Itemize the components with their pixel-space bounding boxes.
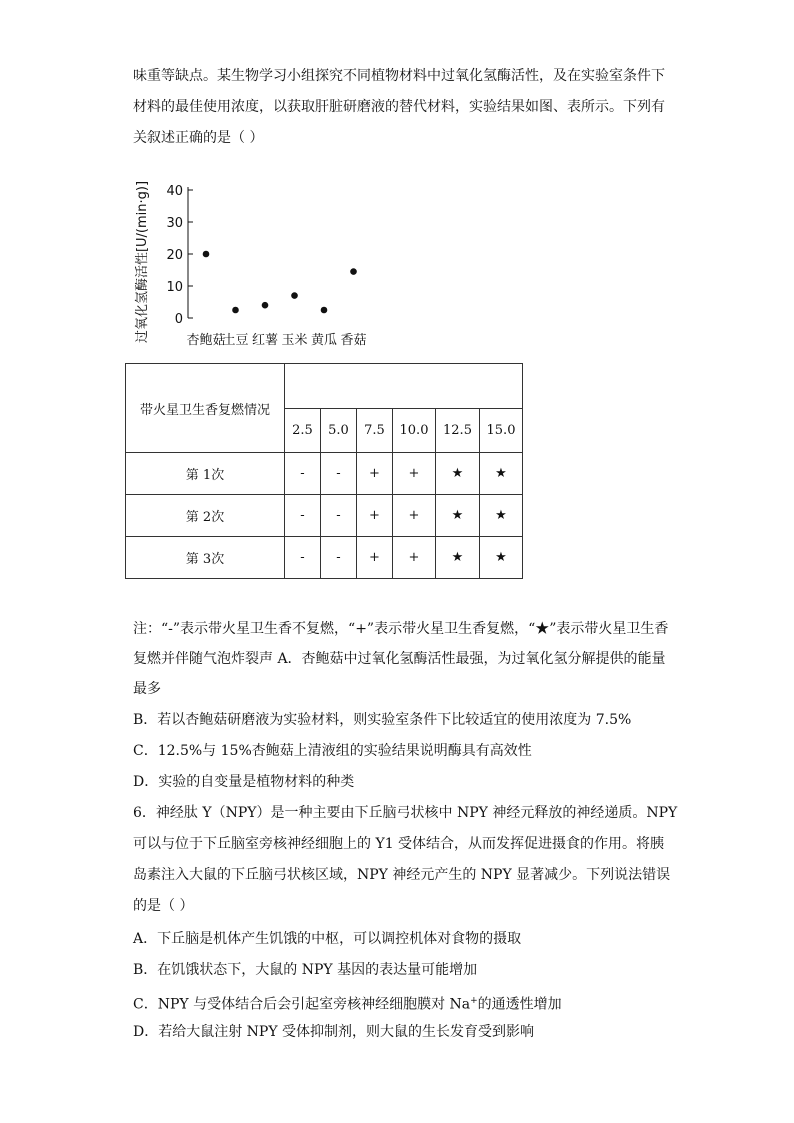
x-category-label: 土豆 [222, 333, 249, 348]
result-cell: - [321, 537, 357, 579]
y-tick-label: 0 [174, 312, 183, 327]
data-point [321, 307, 328, 314]
results-table [125, 363, 523, 579]
intro-line-3: 关叙述正确的是（ ） [133, 130, 264, 146]
result-cell: ★ [436, 537, 480, 579]
q6-line-2: 可以与位于下丘脑室旁核神经细胞上的 Y1 受体结合，从而发挥促进摄食的作用。将胰 [133, 836, 665, 852]
table-row [126, 537, 523, 579]
result-cell: - [321, 453, 357, 495]
y-tick-label: 20 [166, 248, 183, 263]
concentration-cell: 15.0 [480, 409, 523, 453]
data-point [262, 302, 269, 309]
note-line-1: 注：“-”表示带火星卫生香不复燃，“+”表示带火星卫生香复燃，“★”表示带火星卫生香 [133, 621, 669, 637]
trial-label: 第 3次 [126, 537, 285, 579]
concentration-cell: 7.5 [357, 409, 393, 453]
chart-yticks [166, 184, 193, 327]
q6-line-3: 岛素注入大鼠的下丘脑弓状核区域，NPY 神经元产生的 NPY 显著减少。下列说法错误 [133, 867, 671, 883]
table-header-label: 带火星卫生香复燃情况 [126, 364, 285, 453]
y-tick-label: 40 [166, 184, 183, 199]
result-cell: ★ [436, 453, 480, 495]
x-category-label: 香菇 [340, 333, 367, 348]
x-category-label: 红薯 [251, 333, 279, 348]
result-cell: + [357, 495, 393, 537]
result-cell: + [357, 537, 393, 579]
q6-option-c-tail: 的通透性增加 [477, 996, 562, 1013]
result-cell: + [393, 453, 436, 495]
concentration-cell: 5.0 [321, 409, 357, 453]
q6-option-a: A．下丘脑是机体产生饥饿的中枢，可以调控机体对食物的摄取 [133, 931, 522, 947]
trial-label: 第 1次 [126, 453, 285, 495]
result-cell: - [285, 537, 321, 579]
result-cell: ★ [480, 537, 523, 579]
table-body [126, 453, 523, 579]
concentration-cell: 2.5 [285, 409, 321, 453]
q6-line-1: 6．神经肽 Y（NPY）是一种主要由下丘脑弓状核中 NPY 神经元释放的神经递质。NPY [133, 805, 678, 821]
result-cell: ★ [480, 495, 523, 537]
enzyme-activity-chart [128, 170, 388, 355]
q6-option-c [133, 991, 562, 1015]
q5-option-d: D．实验的自变量是植物材料的种类 [133, 774, 355, 790]
result-cell: - [285, 453, 321, 495]
concentration-cell: 10.0 [393, 409, 436, 453]
intro-line-1: 味重等缺点。某生物学习小组探究不同植物材料中过氧化氢酶活性，及在实验室条件下 [133, 68, 665, 84]
chart-points [203, 251, 357, 314]
q5-option-b: B．若以杏鲍菇研磨液为实验材料，则实验室条件下比较适宜的使用浓度为 7.5% [133, 712, 632, 728]
note-line-2: 复燃并伴随气泡炸裂声 A．杏鲍菇中过氧化氢酶活性最强，为过氧化氢分解提供的能量 [133, 651, 666, 667]
x-category-label: 杏鲍菇 [186, 333, 226, 348]
q6-option-b: B．在饥饿状态下，大鼠的 NPY 基因的表达量可能增加 [133, 962, 478, 978]
data-point [291, 292, 298, 299]
chart-ylabel: 过氧化氢酶活性[U/(min·g)] [135, 180, 150, 344]
sodium-superscript: + [470, 996, 478, 1006]
trial-label: 第 2次 [126, 495, 285, 537]
result-cell: + [393, 537, 436, 579]
q6-line-4: 的是（ ） [133, 898, 194, 914]
x-category-label: 玉米 [281, 333, 308, 348]
intro-line-2: 材料的最佳使用浓度，以获取肝脏研磨液的替代材料，实验结果如图、表所示。下列有 [133, 99, 665, 115]
x-category-label: 黄瓜 [310, 333, 338, 348]
result-cell: + [393, 495, 436, 537]
result-cell: + [357, 453, 393, 495]
note-line-3: 最多 [133, 681, 161, 697]
concentration-cell: 12.5 [436, 409, 480, 453]
data-point [232, 307, 239, 314]
result-cell: ★ [480, 453, 523, 495]
y-tick-label: 30 [166, 216, 183, 231]
chart-xlabels [186, 332, 366, 348]
table-row [126, 495, 523, 537]
table-row [126, 453, 523, 495]
q6-option-c-text: C．NPY 与受体结合后会引起室旁核神经细胞膜对 Na [133, 996, 471, 1013]
data-point [203, 251, 210, 258]
q5-option-c: C．12.5%与 15%杏鲍菇上清液组的实验结果说明酶具有高效性 [133, 743, 532, 759]
table-header-blank [285, 364, 523, 409]
data-point [350, 268, 357, 275]
y-tick-label: 10 [166, 280, 183, 295]
result-cell: - [285, 495, 321, 537]
result-cell: - [321, 495, 357, 537]
q6-option-d: D．若给大鼠注射 NPY 受体抑制剂，则大鼠的生长发育受到影响 [133, 1024, 535, 1040]
result-cell: ★ [436, 495, 480, 537]
